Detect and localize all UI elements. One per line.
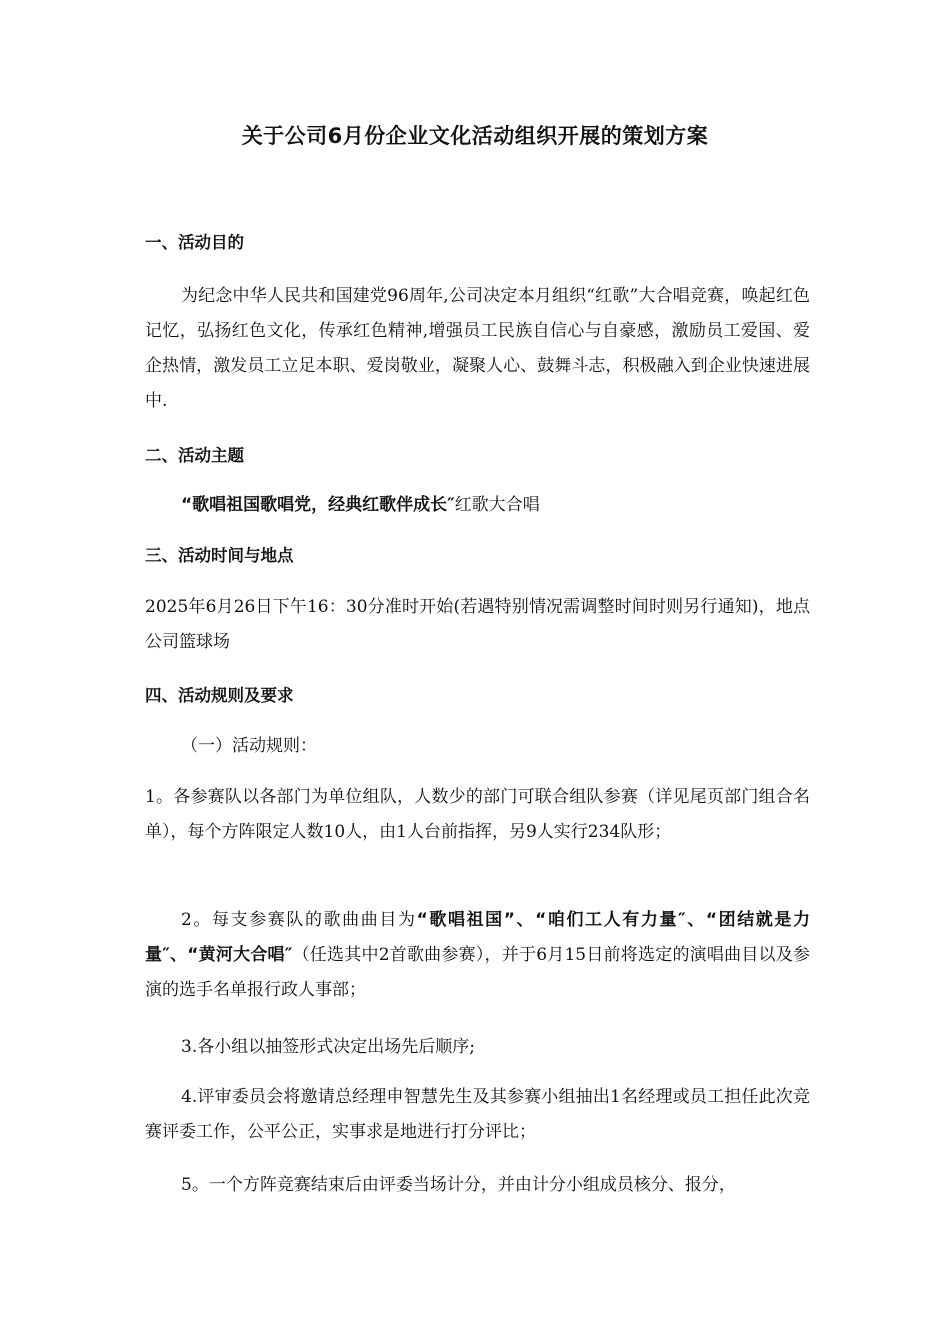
rule2-prefix: 2。每支参赛队的歌曲曲目为 [181, 910, 417, 930]
theme-bold-text: “歌唱祖国歌唱党，经典红歌伴成长″ [181, 495, 455, 515]
section-heading-theme: 二、活动主题 [145, 446, 244, 465]
rule-item-3: 3.各小组以抽签形式决定出场先后顺序; [181, 1037, 475, 1057]
rule-item-1: 1。各参赛队以各部门为单位组队，人数少的部门可联合组队参赛（详见尾页部门组合名单），每个方阵限定人数10人，由1人台前指挥，另9人实行234队形； [145, 787, 810, 842]
rule-item-4: 4.评审委员会将邀请总经理申智慧先生及其参赛小组抽出1名经理或员工担任此次竞赛评委工作，公平公正，实事求是地进行打分评比； [145, 1087, 810, 1142]
theme-rest-text: 红歌大合唱 [454, 495, 540, 515]
sub-heading-rules: （一）活动规则： [181, 736, 317, 756]
rule2-suffix: （任选其中2首歌曲参赛），并于6月15日前将选定的演唱曲目以及参演的选手名单报行政人事部； [145, 945, 810, 1000]
paragraph-theme [145, 488, 810, 523]
rule2-songs: “歌唱祖国”、“咱们工人有力量″、“团结就是力量″、“黄河大合唱″ [145, 910, 810, 965]
section-heading-rules: 四、活动规则及要求 [145, 686, 294, 705]
section-heading-purpose: 一、活动目的 [145, 233, 244, 252]
rule-item-5: 5。一个方阵竞赛结束后由评委当场计分，并由计分小组成员核分、报分， [181, 1175, 736, 1195]
document-title: 关于公司6月份企业文化活动组织开展的策划方案 [241, 124, 709, 148]
paragraph-time-place: 2025年6月26日下午16：30分准时开始(若遇特别情况需调整时间时则另行通知)，地点公司篮球场 [145, 597, 810, 652]
rule-item-2 [145, 903, 810, 1008]
paragraph-purpose: 为纪念中华人民共和国建党96周年,公司决定本月组织“红歌”大合唱竞赛，唤起红色记忆，弘扬红色文化，传承红色精神,增强员工民族自信心与自豪感，激励员工爱国、爱企热情，激发员工立足本职、爱岗敬业，凝聚人心、鼓舞斗志，积极融入到企业快速进展中. [145, 286, 810, 411]
section-heading-time-place: 三、活动时间与地点 [145, 546, 294, 565]
